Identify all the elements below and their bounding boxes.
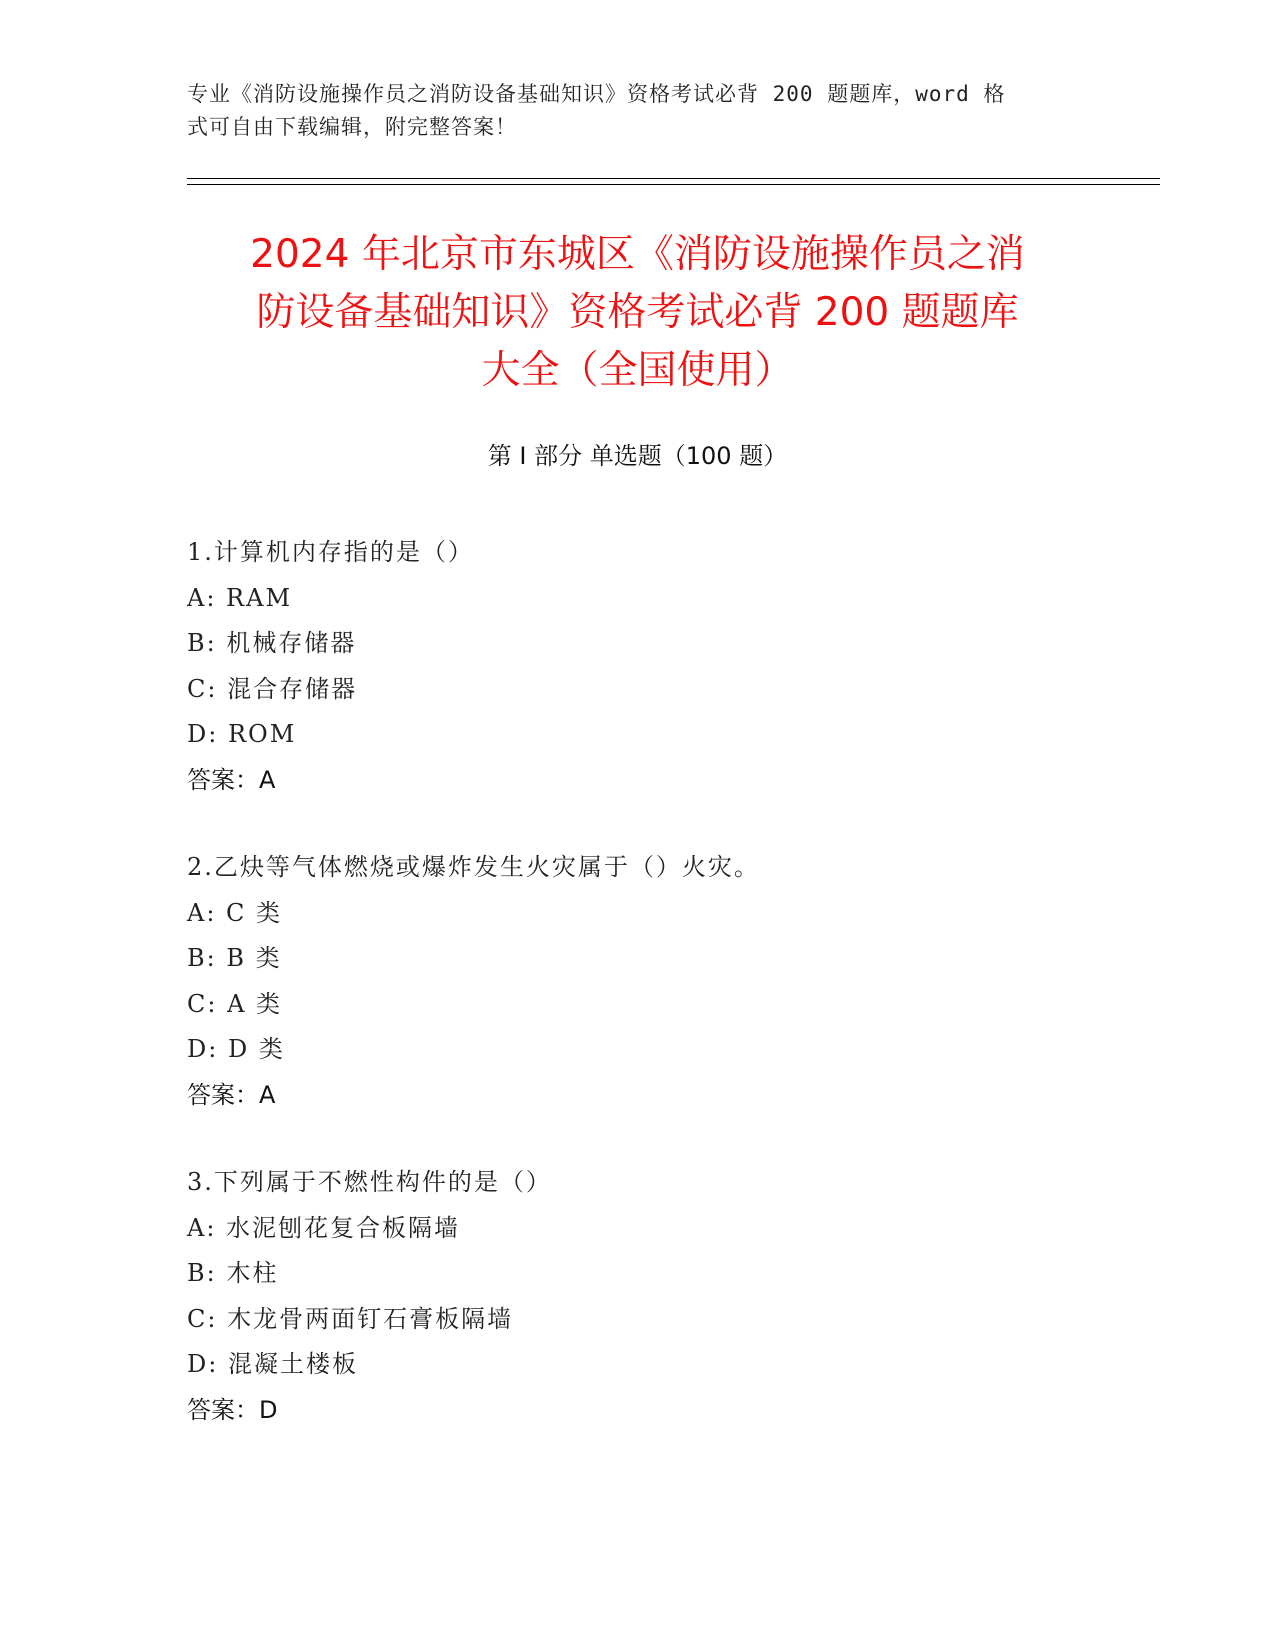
title-line-1: 2024 年北京市东城区《消防设施操作员之消 <box>250 232 1025 277</box>
option-b: B: 机械存储器 <box>187 629 357 657</box>
answer: 答案：A <box>187 1080 276 1109</box>
header-divider-bottom <box>187 184 1160 185</box>
header-note-line-1: 专业《消防设施操作员之消防设备基础知识》资格考试必背 200 题题库，word 格 <box>187 82 1006 106</box>
option-d: D: D 类 <box>187 1035 285 1063</box>
header-divider-top <box>187 178 1160 179</box>
question-3 <box>187 1160 1087 1433</box>
option-a: A: 水泥刨花复合板隔墙 <box>187 1213 461 1242</box>
answer: 答案：D <box>187 1395 278 1424</box>
document-header-note <box>187 78 1067 144</box>
option-c: C: 木龙骨两面钉石膏板隔墙 <box>187 1304 514 1333</box>
question-2 <box>187 845 1087 1118</box>
title-line-2: 防设备基础知识》资格考试必背 200 题题库 <box>256 290 1019 335</box>
header-note-line-2: 式可自由下载编辑，附完整答案！ <box>187 115 517 139</box>
question-stem: 3.下列属于不燃性构件的是（） <box>187 1168 552 1196</box>
question-1 <box>187 530 1087 803</box>
option-a: A: C 类 <box>187 898 283 927</box>
title-line-3: 大全（全国使用） <box>481 348 794 393</box>
option-c: C: 混合存储器 <box>187 674 358 703</box>
option-d: D: 混凝土楼板 <box>187 1350 358 1378</box>
question-list <box>187 530 1087 1475</box>
option-b: B: 木柱 <box>187 1259 279 1287</box>
document-title <box>160 226 1115 400</box>
option-d: D: ROM <box>187 720 297 748</box>
question-stem: 2.乙炔等气体燃烧或爆炸发生火灾属于（）火灾。 <box>187 853 760 881</box>
option-c: C: A 类 <box>187 989 283 1018</box>
option-b: B: B 类 <box>187 944 282 972</box>
answer: 答案：A <box>187 765 276 794</box>
section-title: 第 I 部分 单选题（100 题） <box>487 442 788 470</box>
question-stem: 1.计算机内存指的是（） <box>187 538 474 566</box>
option-a: A: RAM <box>187 583 293 612</box>
